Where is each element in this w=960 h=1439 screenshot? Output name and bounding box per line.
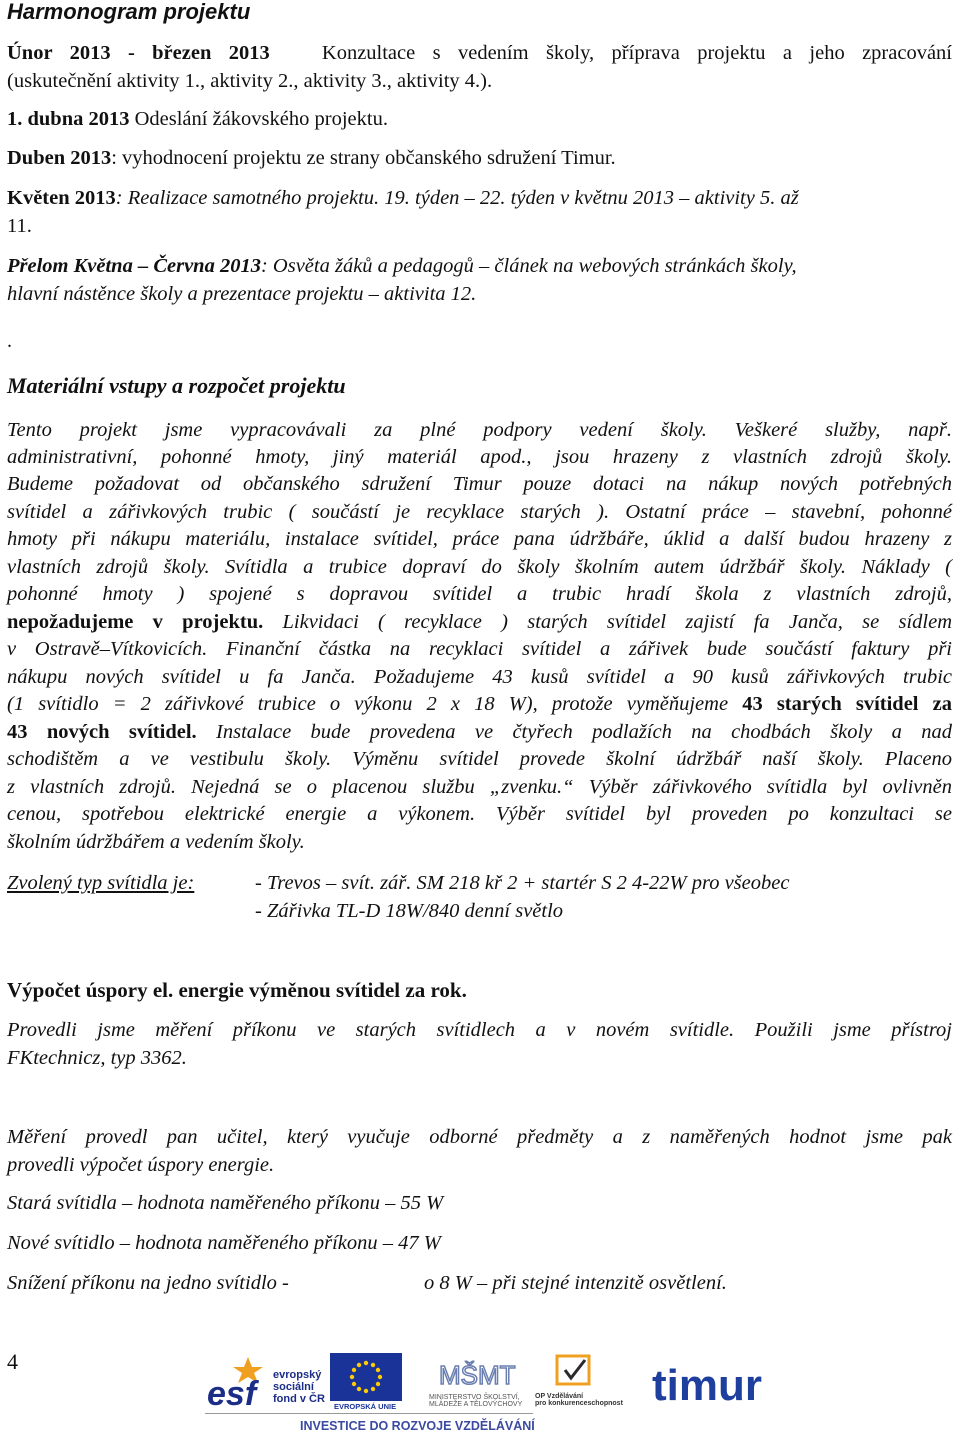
stray-dot: . (7, 330, 12, 352)
msmt-mark-text: MŠMT (439, 1360, 516, 1390)
bold-phrase: 43 nových svítidel. (7, 721, 197, 743)
svitidlo-label: Zvolený typ svítidla je: (7, 872, 195, 894)
paragraph-line: Měření provedl pan učitel, který vyučuje odborné předměty a z naměřených hodnot jsme pak (7, 1126, 952, 1148)
bold-phrase: 43 starých svítidel za (742, 693, 952, 715)
schedule-line (7, 253, 952, 280)
op-check-icon (553, 1352, 597, 1392)
schedule-line (7, 145, 952, 172)
schedule-line (7, 40, 952, 67)
paragraph-line (7, 691, 952, 718)
schedule-line (7, 106, 952, 133)
paragraph-line: školním údržbářem a vedením školy. (7, 831, 305, 853)
paragraph-line: provedli výpočet úspory energie. (7, 1154, 275, 1176)
bold-phrase: nepožadujeme v projektu. (7, 611, 264, 633)
schedule-date: 1. dubna 2013 (7, 108, 130, 130)
paragraph-line: schodištěm a ve vestibulu školy. Výměnu svítidel provede školní údržbář naší školy. Placeno (7, 748, 952, 770)
op-caption (535, 1393, 623, 1407)
vypocet-heading: Výpočet úspory el. energie výměnou svítidel za rok. (7, 978, 467, 1002)
esf-caption (273, 1369, 325, 1405)
paragraph-line: Budeme požadovat od občanského sdružení Timur pouze dotaci na nákup nových potřebných (7, 473, 952, 495)
vstupy-heading: Materiální vstupy a rozpočet projektu (7, 373, 346, 398)
paragraph-line: FKtechnicz, typ 3362. (7, 1047, 187, 1069)
msmt-caption-line: MINISTERSTVO ŠKOLSTVÍ, (429, 1394, 520, 1401)
measurement-line: Stará svítidla – hodnota naměřeného příkonu – 55 W (7, 1192, 444, 1214)
text-run: Likvidaci ( recyklace ) starých svítidel zajistí fa Janča, se sídlem (263, 611, 953, 633)
schedule-date: Únor 2013 - březen 2013 (7, 42, 270, 64)
footer-divider (205, 1413, 533, 1414)
msmt-mark-icon (437, 1352, 516, 1394)
measurement-line: Nové svítidlo – hodnota naměřeného příkonu – 47 W (7, 1232, 441, 1254)
timur-logo (650, 1360, 785, 1410)
eu-caption: EVROPSKÁ UNIE (334, 1402, 397, 1411)
svitidlo-item: - Zářivka TL-D 18W/840 denní světlo (255, 900, 564, 922)
paragraph-line: z vlastních zdrojů. Nejedná se o placenou službu „zvenku.“ Výběr zářivkového svítidla byl ovlivněn (7, 776, 952, 798)
schedule-text: : Osvěta žáků a pedagogů – článek na webových stránkách školy, (260, 255, 797, 277)
paragraph-line: cenou, spotřebou elektrické energie a výkonem. Výběr svítidel byl proveden po konzultaci se (7, 803, 952, 825)
schedule-line: hlavní nástěnce školy a prezentace projektu – aktivita 12. (7, 283, 477, 305)
paragraph-line: administrativní, pohonné hmoty, jiný materiál apod., jsou hrazeny z vlastních zdrojů školy. (7, 446, 952, 468)
text-run: Instalace bude provedena ve čtyřech podlažích na chodbách školy a nad (196, 721, 952, 743)
schedule-text: Konzultace s vedením školy, příprava projektu a jeho zpracování (321, 42, 952, 64)
eu-flag-logo (330, 1353, 402, 1411)
schedule-text: : Realizace samotného projektu. 19. týden – 22. týden v květnu 2013 – aktivity 5. až (115, 187, 799, 209)
op-caption-line: OP Vzdělávání (535, 1393, 584, 1400)
schedule-line: (uskutečnění aktivity 1., aktivity 2., aktivity 3., aktivity 4.). (7, 70, 493, 92)
paragraph-line: Tento projekt jsme vypracovávali za plné podpory vedení školy. Veškeré služby, např. (7, 419, 952, 441)
schedule-date: Přelom Května – Června 2013 (7, 255, 261, 277)
schedule-line (7, 185, 952, 212)
paragraph-line (7, 719, 952, 746)
schedule-text: Odeslání žákovského projektu. (129, 108, 388, 130)
schedule-date: Duben 2013 (7, 147, 112, 169)
esf-caption-line: evropský (273, 1369, 322, 1381)
op-caption-line: pro konkurenceschopnost (535, 1400, 623, 1407)
paragraph-line: vlastních zdrojů školy. Svítidla a trubice dopraví do školy školním autem údržbář školy. Náklady ( (7, 556, 952, 578)
msmt-logo (425, 1352, 530, 1410)
esf-caption-line: fond v ČR (273, 1393, 325, 1405)
paragraph-line: pohonné hmoty ) spojené s dopravou svítidel a trubic hradí škola z vlastních zdrojů, (7, 583, 952, 605)
esf-logo (205, 1355, 325, 1413)
svitidlo-item: - Trevos – svít. zář. SM 218 kř 2 + startér S 2 4-22W pro všeobec (255, 872, 790, 894)
measurement-line: Snížení příkonu na jedno svítidlo - (7, 1272, 289, 1294)
esf-mark-text: esf (207, 1375, 257, 1413)
page-number: 4 (7, 1349, 18, 1374)
text-run: (1 svítidlo = 2 zářivkové trubice o výkonu 2 x 18 W), protože vyměňujeme (7, 693, 743, 715)
esf-star-icon (205, 1355, 275, 1413)
timur-text: timur (652, 1361, 762, 1410)
paragraph-line (7, 609, 952, 636)
schedule-date: Květen 2013 (7, 187, 116, 209)
paragraph-line: Provedli jsme měření příkonu ve starých svítidlech a v novém svítidle. Použili jsme přístroj (7, 1019, 952, 1041)
paragraph-line: hmoty při nákupu materiálu, instalace svítidel, práce pana údržbáře, úklid a další budou hrazeny z (7, 528, 952, 550)
msmt-caption-line: MLÁDEŽE A TĚLOVÝCHOVY (429, 1401, 523, 1408)
investice-caption: INVESTICE DO ROZVOJE VZDĚLÁVÁNÍ (300, 1419, 535, 1433)
harmonogram-heading: Harmonogram projektu (7, 0, 251, 24)
timur-logo-icon (650, 1360, 785, 1410)
esf-caption-line: sociální (273, 1381, 314, 1393)
measurement-line: o 8 W – při stejné intenzitě osvětlení. (424, 1272, 727, 1294)
paragraph-line: v Ostravě–Vítkovicích. Finanční částka na recyklaci svítidel a zářivek bude součástí faktury při (7, 638, 952, 660)
msmt-caption (429, 1394, 522, 1408)
schedule-text: : vyhodnocení projektu ze strany občanského sdružení Timur. (111, 147, 616, 169)
schedule-line: 11. (7, 215, 32, 237)
paragraph-line: svítidel a zářivkových trubic ( součástí je recyklace starých ). Ostatní práce – stavební, pohonné (7, 501, 952, 523)
paragraph-line: nákupu nových svítidel u fa Janča. Požadujeme 43 kusů svítidel a 90 kusů zářivkových trubic (7, 666, 952, 688)
eu-flag-icon (330, 1353, 402, 1401)
op-logo (535, 1352, 640, 1410)
